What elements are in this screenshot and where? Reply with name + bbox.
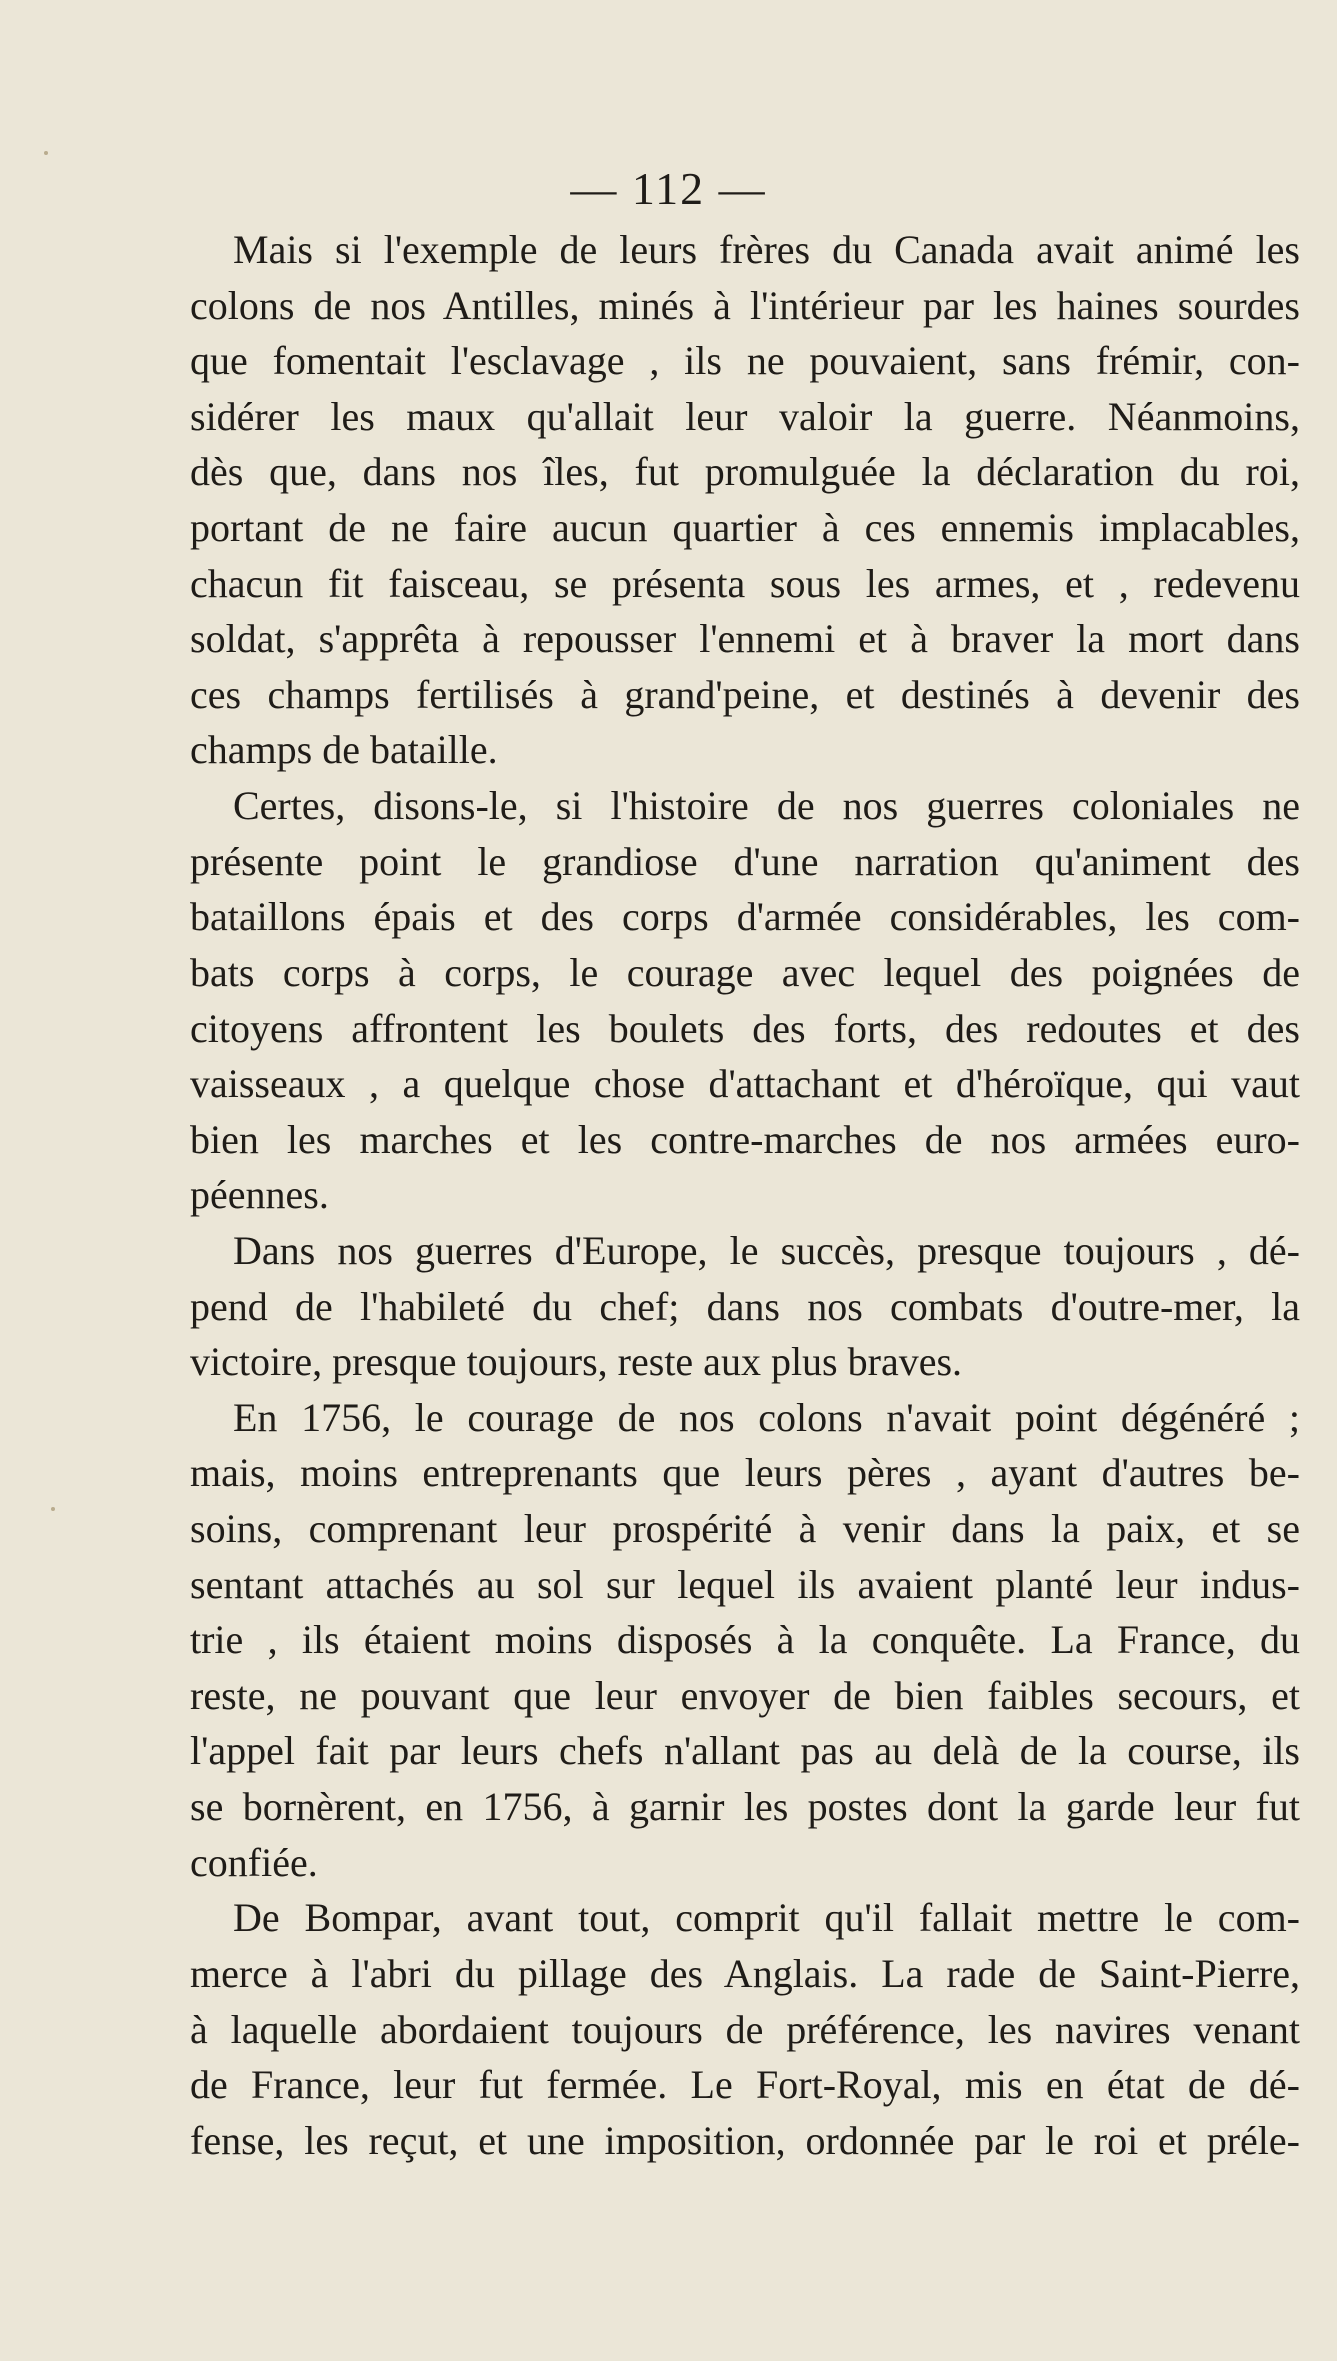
- text-line: bats corps à corps, le courage avec lequel des poignées de: [190, 949, 1300, 995]
- text-line: confiée.: [190, 1839, 318, 1885]
- text-line: Certes, disons-le, si l'histoire de nos guerres coloniales ne: [233, 783, 1300, 829]
- text-line: De Bompar, avant tout, comprit qu'il fallait mettre le com-: [233, 1895, 1300, 1941]
- paper-speck: [51, 1507, 55, 1511]
- text-line: de France, leur fut fermée. Le Fort-Royal, mis en état de dé-: [190, 2062, 1300, 2108]
- text-line: fense, les reçut, et une imposition, ordonnée par le roi et préle-: [190, 2117, 1300, 2163]
- text-line: pend de l'habileté du chef; dans nos combats d'outre-mer, la: [190, 1283, 1300, 1329]
- text-line: ces champs fertilisés à grand'peine, et destinés à devenir des: [190, 671, 1300, 717]
- text-line: reste, ne pouvant que leur envoyer de bien faibles secours, et: [190, 1672, 1300, 1718]
- page-number-header: — 112 —: [570, 163, 767, 214]
- text-line: dès que, dans nos îles, fut promulguée la déclaration du roi,: [190, 449, 1300, 495]
- text-line: bataillons épais et des corps d'armée considérables, les com-: [190, 894, 1300, 940]
- text-line: Mais si l'exemple de leurs frères du Canada avait animé les: [233, 227, 1300, 272]
- text-line: chacun fit faisceau, se présenta sous les armes, et , redevenu: [190, 560, 1300, 606]
- body-text: [190, 222, 1300, 2168]
- text-line: champs de bataille.: [190, 727, 498, 773]
- text-line: à laquelle abordaient toujours de préférence, les navires venant: [190, 2006, 1300, 2052]
- text-line: mais, moins entreprenants que leurs pères , ayant d'autres be-: [190, 1450, 1300, 1496]
- text-line: victoire, presque toujours, reste aux plus braves.: [190, 1339, 963, 1385]
- text-line: bien les marches et les contre-marches de nos armées euro-: [190, 1116, 1300, 1162]
- text-line: l'appel fait par leurs chefs n'allant pas au delà de la course, ils: [190, 1728, 1300, 1774]
- text-line: trie , ils étaient moins disposés à la conquête. La France, du: [190, 1617, 1300, 1663]
- text-line: citoyens affrontent les boulets des forts, des redoutes et des: [190, 1005, 1300, 1051]
- text-line: colons de nos Antilles, minés à l'intérieur par les haines sourdes: [190, 282, 1300, 328]
- text-line: sentant attachés au sol sur lequel ils avaient planté leur indus-: [190, 1561, 1300, 1607]
- text-line: En 1756, le courage de nos colons n'avait point dégénéré ;: [233, 1394, 1300, 1440]
- text-line: péennes.: [190, 1172, 329, 1218]
- text-line: Dans nos guerres d'Europe, le succès, presque toujours , dé-: [233, 1227, 1300, 1273]
- text-line: merce à l'abri du pillage des Anglais. La rade de Saint-Pierre,: [190, 1950, 1300, 1996]
- text-line: vaisseaux , a quelque chose d'attachant et d'héroïque, qui vaut: [190, 1061, 1300, 1107]
- paper-speck: [44, 151, 48, 155]
- text-line: que fomentait l'esclavage , ils ne pouvaient, sans frémir, con-: [190, 338, 1300, 384]
- text-line: sidérer les maux qu'allait leur valoir la guerre. Néanmoins,: [190, 393, 1300, 439]
- text-line: se bornèrent, en 1756, à garnir les postes dont la garde leur fut: [190, 1784, 1300, 1830]
- text-line: portant de ne faire aucun quartier à ces ennemis implacables,: [190, 505, 1300, 551]
- text-line: soldat, s'apprêta à repousser l'ennemi et à braver la mort dans: [190, 616, 1300, 662]
- text-line: présente point le grandiose d'une narration qu'animent des: [190, 838, 1300, 884]
- text-line: soins, comprenant leur prospérité à venir dans la paix, et se: [190, 1506, 1300, 1552]
